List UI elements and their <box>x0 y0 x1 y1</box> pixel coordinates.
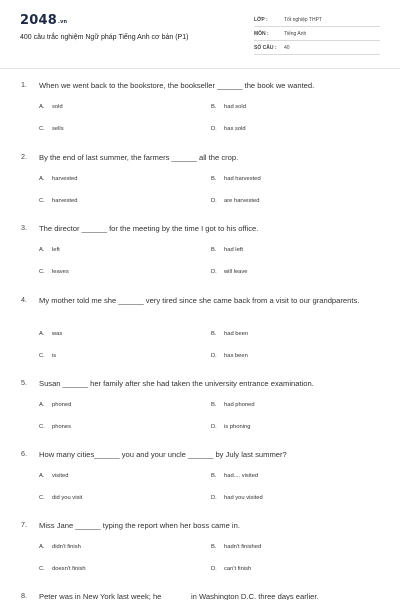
option-a[interactable]: A. was <box>39 331 63 337</box>
question-number: 7. <box>21 520 27 529</box>
question-text: My mother told me she ______ very tired since she came back from a visit to our grandparents. <box>39 296 360 305</box>
question-number: 2. <box>21 152 27 161</box>
meta-count-label: SỐ CÂU : <box>254 45 277 51</box>
option-c[interactable]: C. harvested <box>39 198 78 204</box>
option-c[interactable]: C. doesn't finish <box>39 566 86 572</box>
question-text: Miss Jane ______ typing the report when her boss came in. <box>39 521 240 530</box>
option-c[interactable]: C. did you visit <box>39 495 83 501</box>
question-text: How many cities______ you and your uncle ______ by July last summer? <box>39 450 287 459</box>
site-logo[interactable] <box>20 13 67 28</box>
option-c[interactable]: C. is <box>39 353 57 359</box>
question-number: 1. <box>21 80 27 89</box>
document-title: 400 câu trắc nghiệm Ngữ pháp Tiếng Anh cơ bản (P1) <box>20 34 189 41</box>
question-text: The director ______ for the meeting by the time I got to his office. <box>39 224 259 233</box>
question-text: Peter was in New York last week; he ______ in Washington D.C. three days earlier. <box>39 592 319 600</box>
meta-subject-value: Tiếng Anh <box>284 31 307 37</box>
meta-class-label: LỚP : <box>254 17 268 23</box>
meta-class-value: Tốt nghiệp THPT <box>284 17 322 23</box>
option-a[interactable]: A. phoned <box>39 402 72 408</box>
question-number: 3. <box>21 223 27 232</box>
option-d[interactable]: D. had you visited <box>211 495 263 501</box>
option-a[interactable]: A. harvested <box>39 176 78 182</box>
option-c[interactable]: C. phones <box>39 424 72 430</box>
logo-text: 2048 <box>20 13 57 28</box>
document-header <box>0 0 400 70</box>
meta-count-row <box>254 43 380 55</box>
question-number: 8. <box>21 591 27 600</box>
option-b[interactable]: B. had phoned <box>211 402 255 408</box>
meta-count-value: 40 <box>284 45 290 51</box>
option-a[interactable]: A. didn't finish <box>39 544 81 550</box>
option-b[interactable]: B. hadn't finished <box>211 544 262 550</box>
option-d[interactable]: D. can't finish <box>211 566 252 572</box>
question-text: Susan ______ her family after she had taken the university entrance examination. <box>39 379 314 388</box>
option-d[interactable]: D. are harvested <box>211 198 260 204</box>
option-a[interactable]: A. sold <box>39 104 63 110</box>
meta-class-row <box>254 15 380 27</box>
option-c[interactable]: C. leaves <box>39 269 69 275</box>
option-b[interactable]: B. had.... visited <box>211 473 259 479</box>
option-d[interactable]: D. has sold <box>211 126 246 132</box>
question-number: 6. <box>21 449 27 458</box>
question-number: 4. <box>21 295 27 304</box>
option-a[interactable]: A. left <box>39 247 60 253</box>
option-a[interactable]: A. visited <box>39 473 69 479</box>
option-b[interactable]: B. had left <box>211 247 244 253</box>
option-b[interactable]: B. had been <box>211 331 249 337</box>
logo-suffix: .vn <box>57 19 68 25</box>
meta-subject-row <box>254 29 380 41</box>
meta-subject-label: MÔN : <box>254 31 269 37</box>
question-text: When we went back to the bookstore, the bookseller ______ the book we wanted. <box>39 81 315 90</box>
option-b[interactable]: B. had sold <box>211 104 246 110</box>
question-number: 5. <box>21 378 27 387</box>
option-b[interactable]: B. had harvested <box>211 176 261 182</box>
option-c[interactable]: C. sells <box>39 126 64 132</box>
option-d[interactable]: D. will leave <box>211 269 248 275</box>
header-divider <box>0 68 400 69</box>
option-d[interactable]: D. is phoning <box>211 424 251 430</box>
question-text: By the end of last summer, the farmers ______ all the crop. <box>39 153 239 162</box>
option-d[interactable]: D. has been <box>211 353 248 359</box>
